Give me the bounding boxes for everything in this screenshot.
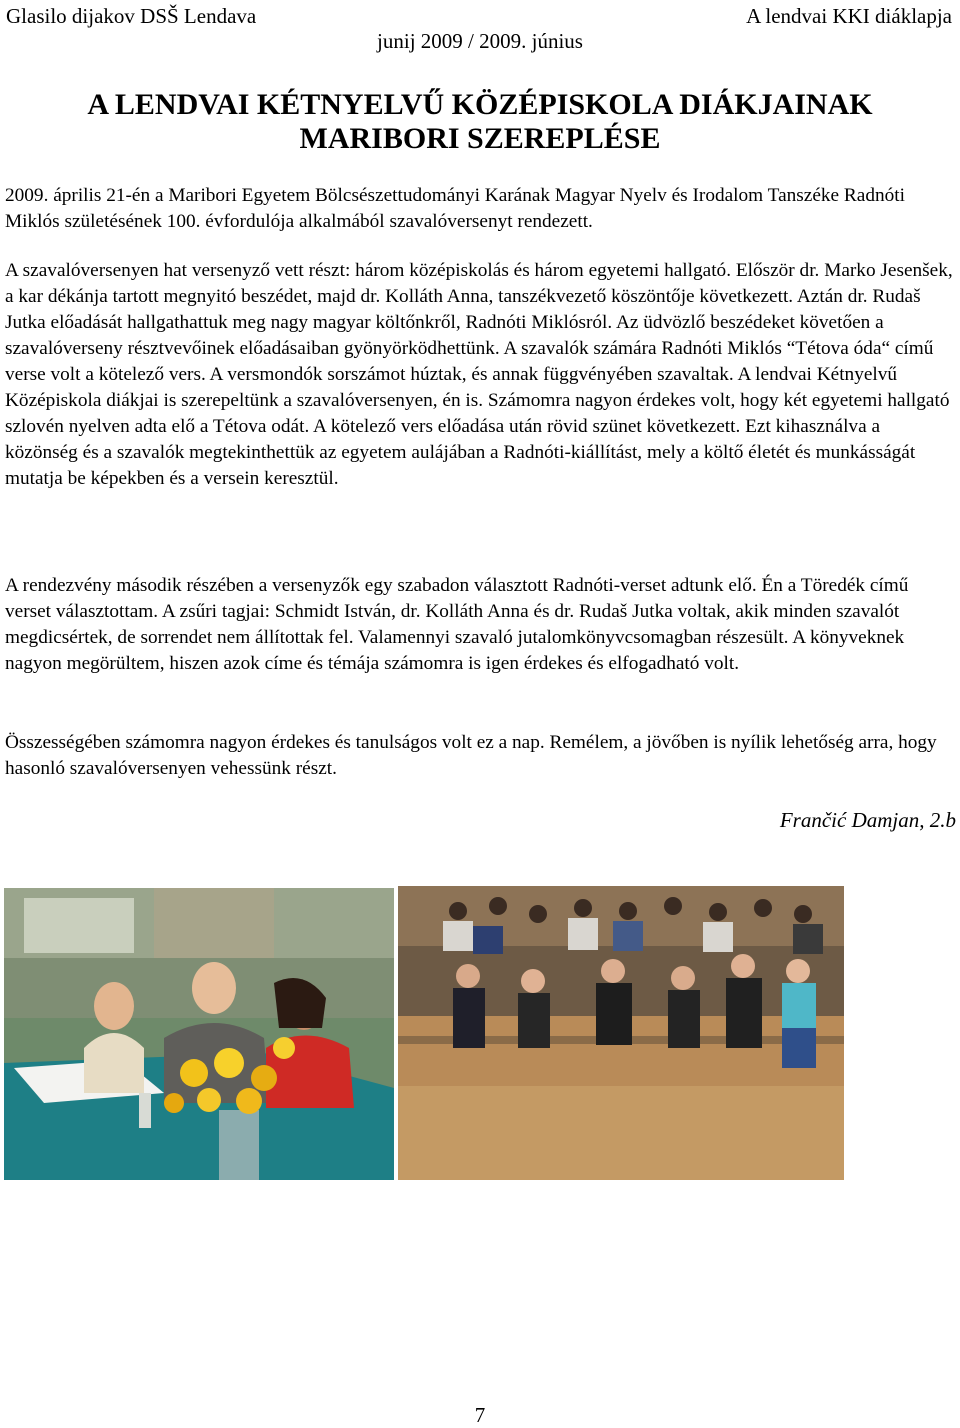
paragraph-4-text: Összességében számomra nagyon érdekes és tanulságos volt ez a nap. Remélem, a jövőben is nyílik lehetőség arra, hogy hasonló szavalóversenyen vehessünk részt. [5,732,937,779]
article-title [0,88,960,156]
header-publication-slovene: Glasilo dijakov DSŠ Lendava [6,4,257,28]
paragraph-1-text: 2009. április 21-én a Maribori Egyetem Bölcsészettudományi Karának Magyar Nyelv és Irodalom Tanszéke Radnóti Miklós születésének 100. évfordulója alkalmából szavalóversenyt rendezett. [5,185,905,232]
paragraph-3-text: A rendezvény második részében a versenyzők egy szabadon választott Radnóti-verset adtunk elő. Én a Töredék című verset választottam. A zsűri tagjai: Schmidt István, dr. Kolláth Anna és dr. Rudaš Jutka voltak, akik minden szavalót megdicsértek, de sorrendet nem állítottak fel. Valamennyi szavaló jutalomkönyvcsomagban részesült. A könyveknek nagyon megörültem, hiszen azok címe és témája számomra is igen érdekes és elfogadható volt. [5,575,909,674]
paragraph-2-text: A szavalóversenyen hat versenyző vett részt: három középiskolás és három egyetemi hallgató. Először dr. Marko Jesenšek, a kar dékánja tartott megnyitó beszédet, majd dr. Kolláth Anna, tanszékvezető köszöntője következett. Aztán dr. Rudaš Jutka előadását hallgathattuk meg nagy magyar költőnkről, Radnóti Miklósról. Az üdvözlő beszédeket követően a szavalóverseny résztvevőinek előadásaiban gyönyörködhettünk. A szavalók számára Radnóti Miklós “Tétova óda“ című verse volt a kötelező vers. A versmondók sorszámot húztak, és annak függvényében szavaltak. A lendvai Kétnyelvű Középiskola diákjai is szerepeltünk a szavalóversenyen, én is. Számomra nagyon érdekes volt, hogy két egyetemi hallgató szlovén nyelven adta elő a Tétova odát. A kötelező vers előadása után rövid szünet következett. Ezt kihasználva a közönség és a szavalók megtekinthettük az egyetem aulájában a Radnóti-kiállítást, mely a költő életét és munkásságát mutatja be képekben és a versein keresztül. [5,260,953,489]
article-title-line1: A LENDVAI KÉTNYELVŰ KÖZÉPISKOLA DIÁKJAINAK [87,88,873,121]
article-paragraph-4 [5,730,955,782]
page-number: 7 [474,1403,486,1427]
contestants-photo [398,886,844,1180]
header-publication-hungarian: A lendvai KKI diáklapja [746,4,952,28]
author-signature: Frančić Damjan, 2.b [779,808,956,832]
article-paragraph-3 [5,573,955,677]
article-paragraph-1 [5,183,955,235]
article-paragraph-2 [5,258,955,492]
header-date: junij 2009 / 2009. június [377,29,583,53]
article-title-line2: MARIBORI SZEREPLÉSE [299,122,661,155]
jury-table-photo [4,888,394,1180]
